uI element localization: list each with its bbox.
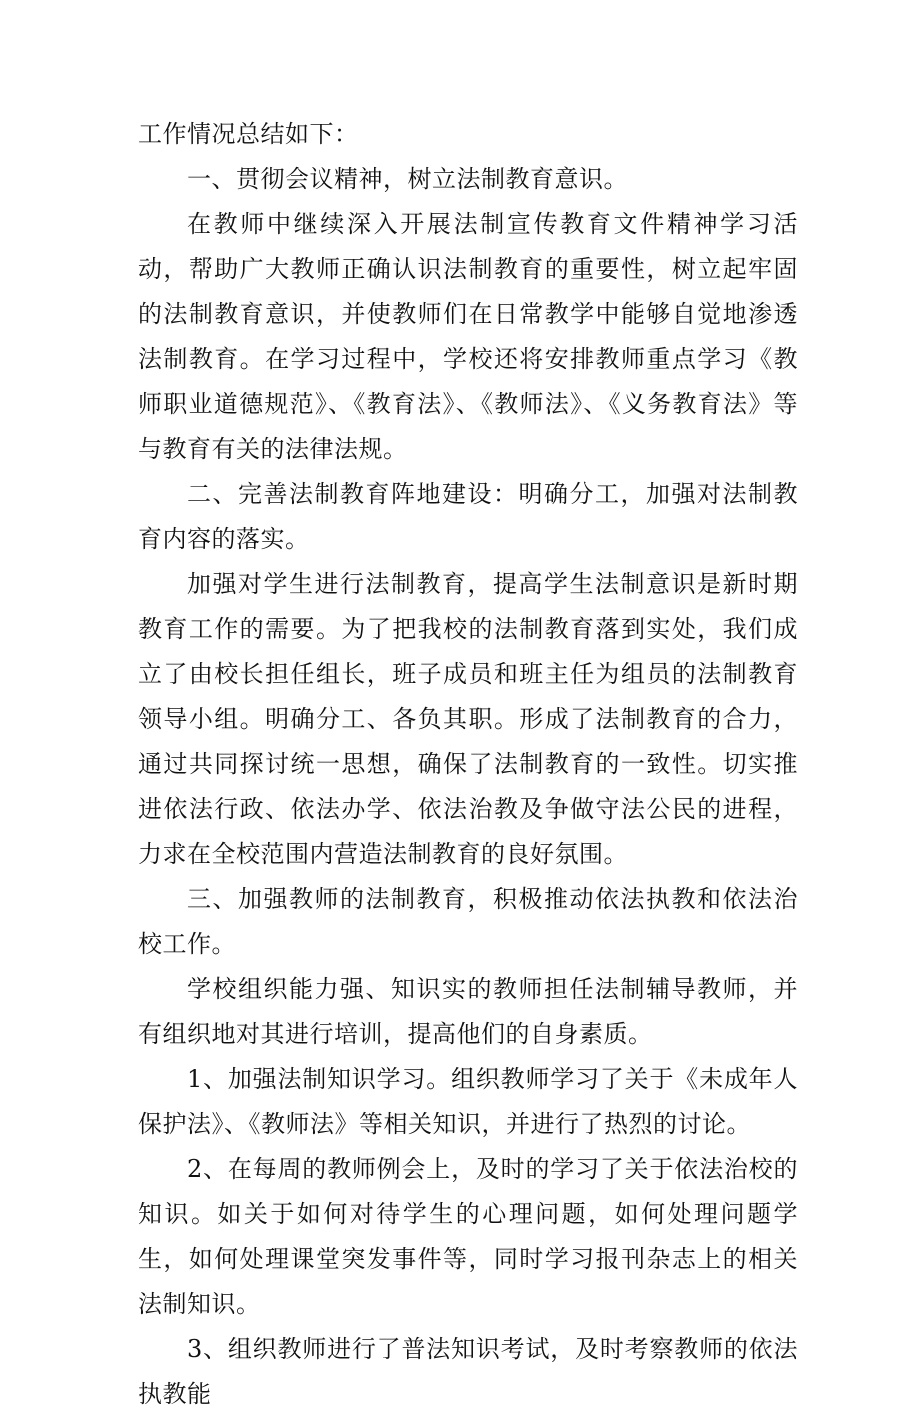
- paragraph-section-2: 加强对学生进行法制教育，提高学生法制意识是新时期教育工作的需要。为了把我校的法制教育落到实处，我们成立了由校长担任组长，班子成员和班主任为组员的法制教育领导小组。明确分工、各负其职。形成了法制教育的合力，通过共同探讨统一思想，确保了法制教育的一致性。切实推进依法行政、依法办学、依法治教及争做守法公民的进程，力求在全校范围内营造法制教育的良好氛围。: [138, 570, 798, 868]
- list-item-3: 3、组织教师进行了普法知识考试，及时考察教师的依法执教能: [138, 1335, 798, 1408]
- heading-section-3: 三、加强教师的法制教育，积极推动依法执教和依法治校工作。: [138, 885, 798, 958]
- paragraph-section-3: 学校组织能力强、知识实的教师担任法制辅导教师，并有组织地对其进行培训，提高他们的自身素质。: [138, 975, 798, 1048]
- list-item-2: 2、在每周的教师例会上，及时的学习了关于依法治校的知识。如关于如何对待学生的心理问题，如何处理问题学生，如何处理课堂突发事件等，同时学习报刊杂志上的相关法制知识。: [138, 1155, 798, 1318]
- heading-section-1: 一、贯彻会议精神，树立法制教育意识。: [187, 165, 628, 193]
- paragraph-intro: 工作情况总结如下：: [138, 120, 359, 148]
- paragraph-section-1: 在教师中继续深入开展法制宣传教育文件精神学习活动，帮助广大教师正确认识法制教育的重要性，树立起牢固的法制教育意识，并使教师们在日常教学中能够自觉地渗透法制教育。在学习过程中，学校还将安排教师重点学习《教师职业道德规范》、《教育法》、《教师法》、《义务教育法》等与教育有关的法律法规。: [138, 210, 798, 463]
- heading-section-2: 二、完善法制教育阵地建设：明确分工，加强对法制教育内容的落实。: [138, 480, 798, 553]
- document-body: [138, 112, 798, 1417]
- list-item-1: 1、加强法制知识学习。组织教师学习了关于《未成年人保护法》、《教师法》等相关知识，并进行了热烈的讨论。: [138, 1065, 798, 1138]
